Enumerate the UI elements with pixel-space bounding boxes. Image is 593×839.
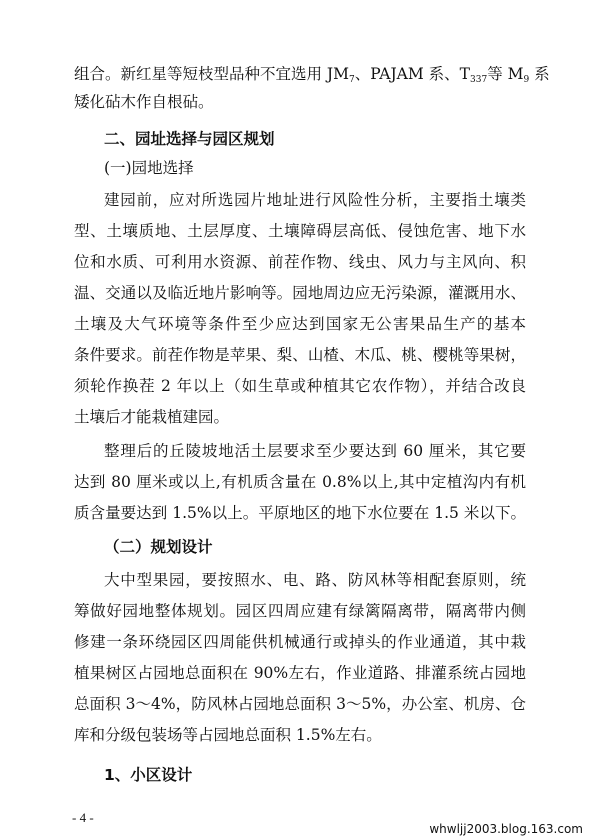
para1-line: 条件要求。前茬作物是苹果、梨、山楂、木瓜、桃、樱桃等果树， xyxy=(74,346,526,364)
subscript-t: 337 xyxy=(470,75,488,85)
para2-line: 达到 80 厘米或以上,有机质含量在 0.8%以上,其中定植沟内有机 xyxy=(74,473,526,491)
intro-text-b: 、PAJAM 系、T xyxy=(354,65,470,83)
para1-line: 须轮作换茬 2 年以上（如生草或种植其它农作物），并结合改良 xyxy=(74,377,526,395)
subsection-two-title: （二）规划设计 xyxy=(104,538,213,556)
para1-line: 温、交通以及临近地片影响等。园地周边应无污染源，灌溉用水、 xyxy=(74,284,526,302)
para3-line: 修建一条环绕园区四周能供机械通行或掉头的作业通道，其中栽 xyxy=(74,633,526,651)
para3-line: 植果树区占园地总面积在 90%左右，作业道路、排灌系统占园地 xyxy=(74,664,526,682)
para1-line: 土壤及大气环境等条件至少应达到国家无公害果品生产的基本 xyxy=(74,315,526,333)
para3-line: 库和分级包装场等占园地总面积 1.5%左右。 xyxy=(74,726,382,744)
page-number: - 4 - xyxy=(72,810,94,825)
intro-text-d: 系 xyxy=(529,65,550,83)
intro-text-a: 组合。新红星等短枝型品种不宜选用 JM xyxy=(74,65,350,83)
para1-line: 位和水质、可利用水资源、前茬作物、线虫、风力与主风向、积 xyxy=(74,253,526,271)
para3-line: 筹做好园地整体规划。园区四周应建有绿篱隔离带，隔离带内侧 xyxy=(74,602,526,620)
para2-line: 质含量要达到 1.5%以上。平原地区的地下水位要在 1.5 米以下。 xyxy=(74,504,526,522)
intro-text-c: 等 M xyxy=(487,65,524,83)
subsection-three-title: 1、小区设计 xyxy=(104,766,193,784)
section-two-title: 二、园址选择与园区规划 xyxy=(104,130,275,148)
intro-line-2: 矮化砧木作自根砧。 xyxy=(74,93,214,111)
subscript-jm: 7 xyxy=(349,75,355,85)
para2-line: 整理后的丘陵坡地活土层要求至少要达到 60 厘米，其它要 xyxy=(104,442,526,460)
subsection-one-title: (一)园地选择 xyxy=(104,159,194,177)
para3-line: 大中型果园，要按照水、电、路、防风林等相配套原则，统 xyxy=(104,571,526,589)
intro-line-1 xyxy=(74,64,550,85)
watermark-url: whwljj2003.blog.163.com xyxy=(429,822,583,836)
subscript-m: 9 xyxy=(523,75,530,85)
para1-line: 建园前，应对所选园片地址进行风险性分析，主要指土壤类 xyxy=(104,191,526,209)
para1-line: 土壤后才能栽植建园。 xyxy=(74,408,230,426)
para3-line: 总面积 3～4%，防风林占园地总面积 3～5%，办公室、机房、仓 xyxy=(74,695,526,713)
para1-line: 型、土壤质地、土层厚度、土壤障碍层高低、侵蚀危害、地下水 xyxy=(74,222,526,240)
